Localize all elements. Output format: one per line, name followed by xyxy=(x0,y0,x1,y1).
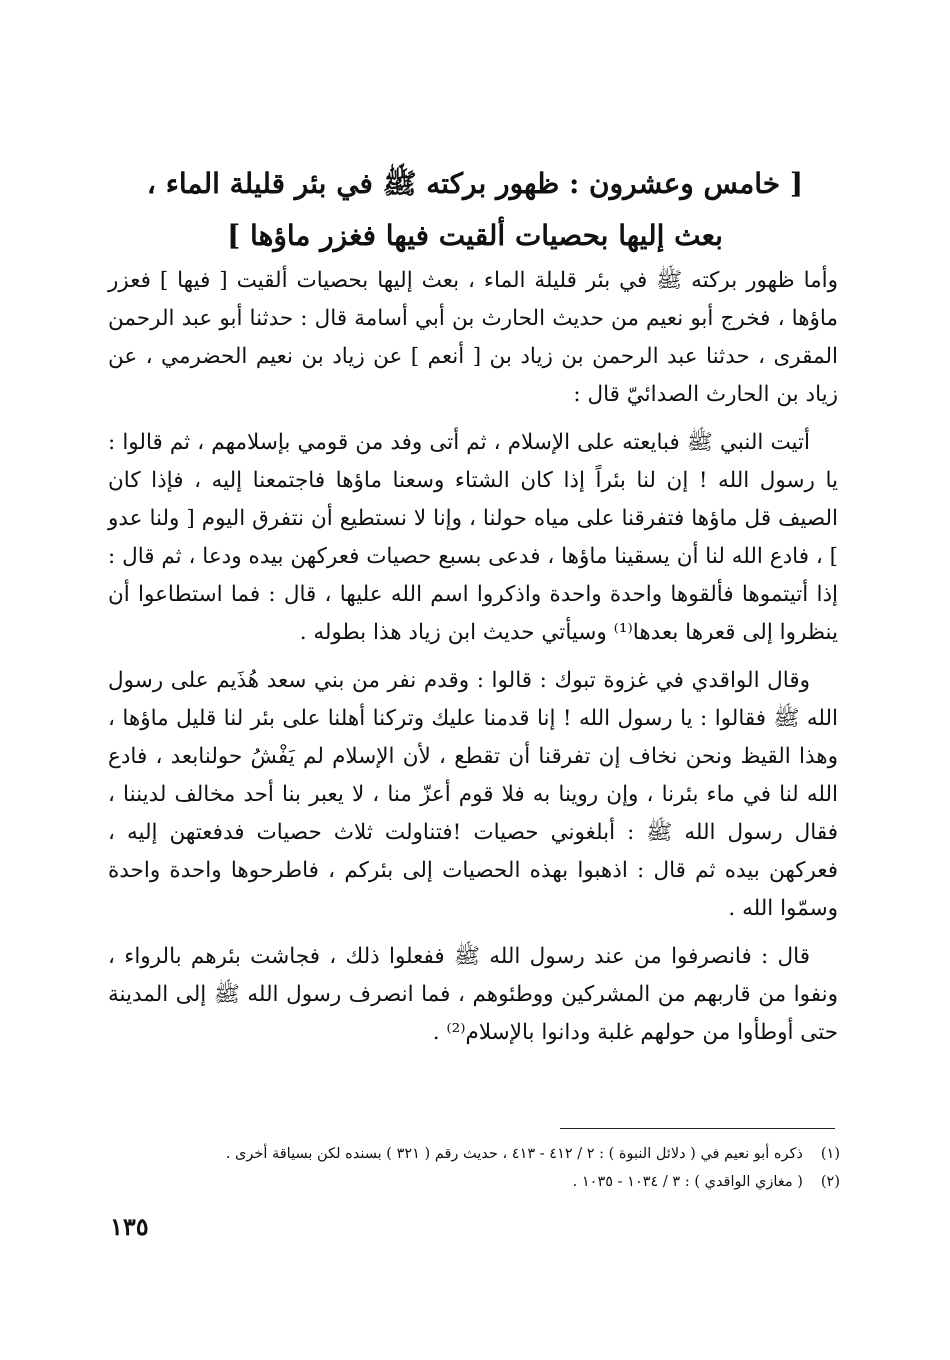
footnote-2 xyxy=(110,1168,840,1196)
section-heading xyxy=(110,158,840,262)
footnote-number: (١) xyxy=(820,1146,840,1162)
heading-line-1: [ خامس وعشرون : ظهور بركته ﷺ في بئر قليلة الماء ، xyxy=(146,167,804,200)
footnote-divider xyxy=(560,1128,835,1129)
body-text xyxy=(108,262,838,1062)
page-number: ١٣٥ xyxy=(110,1212,149,1241)
paragraph-1: وأما ظهور بركته ﷺ في بئر قليلة الماء ، بعث إليها بحصيات ألقيت [ فيها ] فعزر ماؤها ، فخرج أبو نعيم من حديث الحارث بن أبي أسامة قال : حدثنا أبو عبد الرحمن المقرى ، حدثنا عبد الرحمن بن زياد بن [ أنعم ] عن زياد بن نعيم الحضرمي ، عن زياد بن الحارث الصدائيّ قال : xyxy=(108,268,838,407)
footnote-text: ( مغازي الواقدي ) : ٣ / ١٠٣٤ - ١٠٣٥ . xyxy=(572,1174,803,1190)
paragraph-3: وقال الواقدي في غزوة تبوك : قالوا : وقدم نفر من بني سعد هُذَيم على رسول الله ﷺ فقالوا : يا رسول الله ! إنا قدمنا عليك وتركنا أهلنا على بئر لنا قليل ماؤها ، وهذا القيظ ونحن نخاف إن تفرقنا أن تقطع ، لأن الإسلام لم يَفْشُ حولنابعد ، فادع الله لنا في ماء بئرنا ، وإن روينا به فلا قوم أعزّ منا ، لا يعبر بنا أحد مخالف لديننا ، فقال رسول الله ﷺ : أبلغوني حصيات !فتناولت ثلاث حصيات فدفعتهن إليه ، فعركهن بيده ثم قال : اذهبوا بهذه الحصيات إلى بئركم ، فاطرحوها واحدة واحدة وسمّوا الله . xyxy=(108,668,838,921)
paragraph-2: أتيت النبي ﷺ فبايعته على الإسلام ، ثم أتى وفد من قومي بإسلامهم ، ثم قالوا : يا رسول الله ! إن لنا بئراً إذا كان الشتاء وسعنا ماؤها فاجتمعنا إليه ، فإذا كان الصيف قل ماؤها فتفرقنا على مياه حولنا ، وإنا لا نستطيع أن نتفرق اليوم [ ولنا عدو ] ، فادع الله لنا أن يسقينا ماؤها ، فدعى بسبع حصيات فعركهن بيده ودعا ، ثم قال : إذا أتيتموها فألقوها واحدة واحدة واذكروا اسم الله عليها ، قال : فما استطاعوا أن ينظروا إلى قعرها بعدها⁽¹⁾ وسيأتي حديث ابن زياد هذا بطوله . xyxy=(108,430,838,645)
footnote-1 xyxy=(110,1140,840,1168)
footnote-text: ذكره أبو نعيم في ( دلائل النبوة ) : ٢ / ٤١٢ - ٤١٣ ، حديث رقم ( ٣٢١ ) بسنده لكن بسياقة أخرى . xyxy=(225,1146,803,1162)
heading-line-2: بعث إليها بحصيات ألقيت فيها فغزر ماؤها ] xyxy=(227,219,723,252)
paragraph-4: قال : فانصرفوا من عند رسول الله ﷺ ففعلوا ذلك ، فجاشت بئرهم بالرواء ، ونفوا من قاربهم من المشركين ووطئوهم ، فما انصرف رسول الله ﷺ إلى المدينة حتى أوطأوا من حولهم غلبة ودانوا بالإسلام⁽²⁾ . xyxy=(108,944,838,1045)
footnotes xyxy=(110,1140,840,1196)
footnote-number: (٢) xyxy=(820,1174,840,1190)
